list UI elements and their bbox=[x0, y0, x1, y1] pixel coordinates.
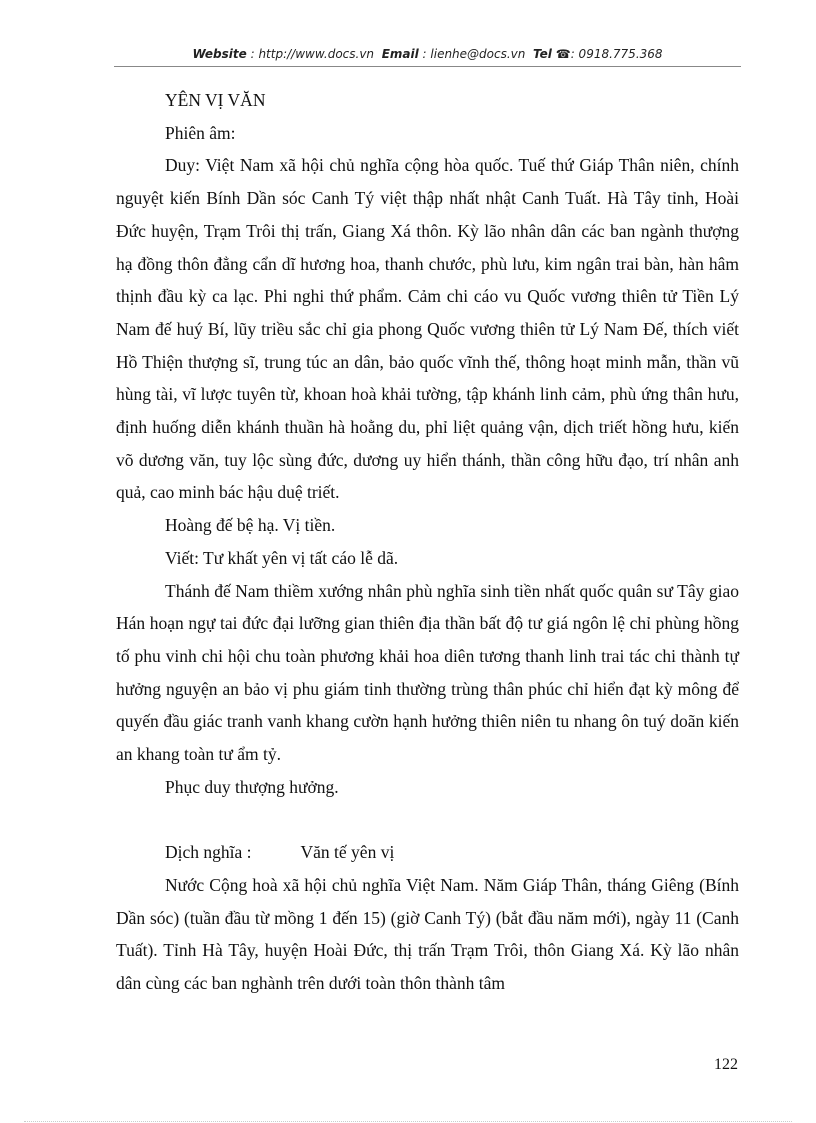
page-bottom-edge bbox=[24, 1121, 792, 1122]
section-title: YÊN VỊ VĂN bbox=[165, 90, 266, 110]
paragraph-1: Duy: Việt Nam xã hội chủ nghĩa cộng hòa quốc. Tuế thứ Giáp Thân niên, chính nguyệt kiến Bính Dần sóc Canh Tý việt thập nhất nhật Canh Tuất. Hà Tây tỉnh, Hoài Đức huyện, Trạm Trôi thị trấn, Giang Xá thôn. Kỳ lão nhân dân các ban ngành thượng hạ đồng thôn đẳng cẩn dĩ hương hoa, thanh chước, phù lưu, kim ngân trai bàn, hàn hâm thịnh đầu kỳ ca lạc. Phi nghi thứ phẩm. Cảm chi cáo vu Quốc vương thiên tử Tiền Lý Nam đế huý Bí, lũy triều sắc chỉ gia phong Quốc vương thiên tử Lý Nam Đế, thích viết Hồ Thiện thượng sĩ, trung túc an dân, bảo quốc vĩnh thế, thông hoạt minh mẫn, thần vũ hùng tài, vĩ lược tuyên từ, khoan hoà khải tường, tập khánh linh cảm, phù ứng thân hưu, định huống diễn khánh thuần hà hoằng du, phỉ liệt quảng vận, dịch triết hồng hưu, kiến võ dương văn, tuy lộc sùng đức, dương uy hiển thánh, thần công hữu đạo, trí nhân anh quả, cao minh bác hậu duệ triết. bbox=[116, 155, 739, 503]
dich-nghia-label: Dịch nghĩa : bbox=[165, 842, 252, 863]
document-body bbox=[116, 84, 739, 1000]
dich-nghia-title: Văn tế yên vị bbox=[300, 842, 395, 863]
paragraph-3: Viết: Tư khất yên vị tất cáo lễ dã. bbox=[165, 547, 399, 568]
page-number: 122 bbox=[714, 1056, 738, 1073]
phone-icon: ☎ bbox=[555, 47, 571, 61]
paragraph-4: Thánh đế Nam thiềm xướng nhân phù nghĩa sinh tiền nhất quốc quân sư Tây giao Hán hoạn ngự tai đức đại lưỡng gian thiên địa thần bất độ tư giá ngôn lệ chỉ phùng hồng tố phu vinh chi hội chu toàn phương khải hoa diên tương thanh linh trai tác chi thành tự hưởng nguyện an bảo vị phu giám tinh thường trùng thân phúc chỉ hiển đạt kỳ mông để quyến đầu giác tranh vanh khang cườn hạnh hưởng thiên niên tu nhang ôn tuý doãn kiến an khang toàn tư ẩm tỷ. bbox=[116, 580, 739, 765]
website-value: : http://www.docs.vn bbox=[250, 47, 375, 61]
phien-am-label: Phiên âm: bbox=[165, 122, 236, 143]
blank-line bbox=[116, 803, 739, 836]
email-value: : lienhe@docs.vn bbox=[422, 47, 526, 61]
website-label: Website bbox=[192, 47, 247, 61]
page-header bbox=[114, 47, 741, 61]
paragraph-6: Nước Cộng hoà xã hội chủ nghĩa Việt Nam. Năm Giáp Thân, tháng Giêng (Bính Dần sóc) (tuần đầu từ mồng 1 đến 15) (giờ Canh Tý) (bắt đầu năm mới), ngày 11 (Canh Tuất). Tỉnh Hà Tây, huyện Hoài Đức, thị trấn Trạm Trôi, thôn Giang Xá. Kỳ lão nhân dân cùng các ban nghành trên dưới toàn thôn thành tâm bbox=[116, 874, 739, 993]
header-divider bbox=[114, 66, 741, 67]
dich-nghia-heading bbox=[116, 836, 739, 869]
tel-value: : 0918.775.368 bbox=[570, 47, 663, 61]
paragraph-2: Hoàng đế bệ hạ. Vị tiền. bbox=[165, 515, 336, 536]
tel-label: Tel bbox=[533, 47, 552, 61]
paragraph-5: Phục duy thượng hưởng. bbox=[165, 776, 339, 797]
email-label: Email bbox=[381, 47, 419, 61]
